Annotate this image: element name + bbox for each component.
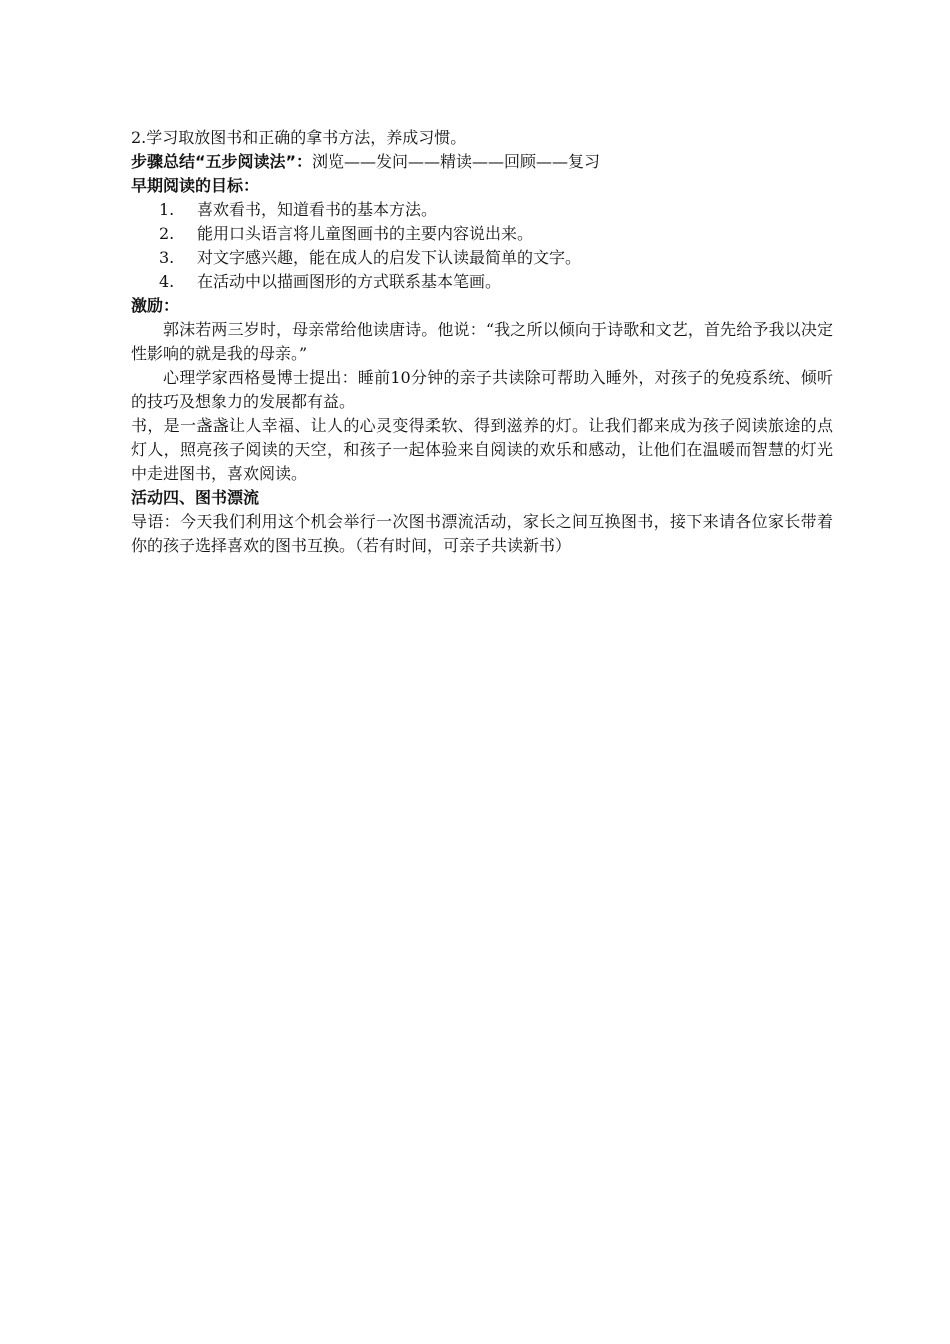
list-item-number: 3. bbox=[159, 248, 175, 267]
encourage-paragraph-3: 书，是一盏盏让人幸福、让人的心灵变得柔软、得到滋养的灯。让我们都来成为孩子阅读旅途的点灯人，照亮孩子阅读的天空，和孩子一起体验来自阅读的欢乐和感动，让他们在温暖而智慧的灯光中走进图书，喜欢阅读。 bbox=[131, 416, 833, 483]
list-item-number: 2. bbox=[159, 224, 175, 243]
encourage-paragraph-1: 郭沫若两三岁时，母亲常给他读唐诗。他说：“我之所以倾向于诗歌和文艺，首先给予我以决定性影响的就是我的母亲。” bbox=[131, 320, 833, 363]
document-page bbox=[131, 126, 833, 558]
list-item-text: 对文字感兴趣，能在成人的启发下认读最简单的文字。 bbox=[197, 248, 582, 267]
activity4-guide: 导语：今天我们利用这个机会举行一次图书漂流活动，家长之间互换图书，接下来请各位家长带着你的孩子选择喜欢的图书互换。（若有时间，可亲子共读新书） bbox=[131, 512, 833, 555]
list-item-number: 4. bbox=[159, 272, 175, 291]
goals-heading: 早期阅读的目标： bbox=[131, 176, 260, 195]
list-item bbox=[131, 246, 833, 270]
list-item-text: 在活动中以描画图形的方式联系基本笔画。 bbox=[197, 272, 502, 291]
encourage-paragraph-2: 心理学家西格曼博士提出：睡前10分钟的亲子共读除可帮助入睡外，对孩子的免疫系统、倾听的技巧及想象力的发展都有益。 bbox=[131, 368, 833, 411]
intro-line: 2.学习取放图书和正确的拿书方法，养成习惯。 bbox=[131, 128, 467, 147]
encourage-heading: 激励： bbox=[131, 296, 180, 315]
list-item bbox=[131, 198, 833, 222]
list-item-text: 能用口头语言将儿童图画书的主要内容说出来。 bbox=[197, 224, 534, 243]
list-item-text: 喜欢看书，知道看书的基本方法。 bbox=[197, 200, 438, 219]
steps-summary bbox=[131, 150, 833, 174]
steps-content: 浏览——发问——精读——回顾——复习 bbox=[312, 152, 601, 171]
steps-label: 步骤总结“五步阅读法”： bbox=[131, 152, 313, 171]
list-item-number: 1. bbox=[159, 200, 175, 219]
activity4-heading: 活动四、图书漂流 bbox=[131, 488, 260, 507]
list-item bbox=[131, 222, 833, 246]
list-item bbox=[131, 270, 833, 294]
goals-list bbox=[131, 198, 833, 294]
